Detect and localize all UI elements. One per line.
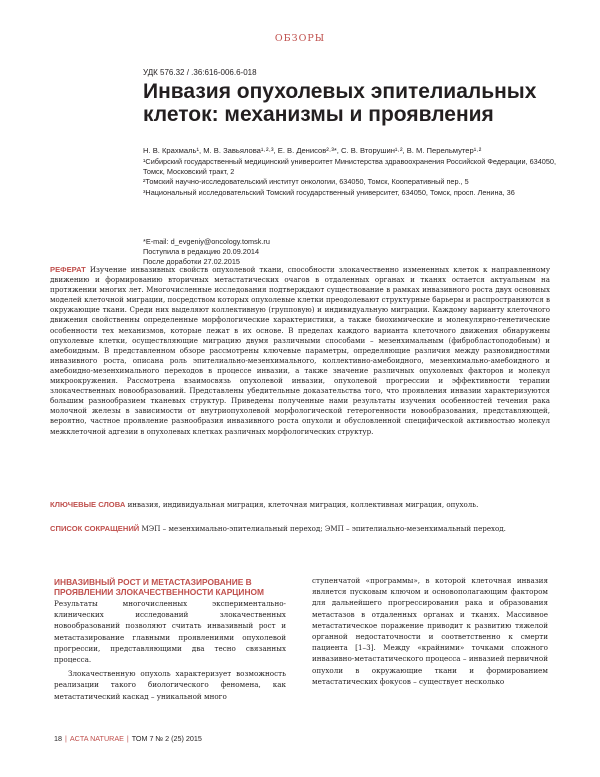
abbreviations-text: МЭП – мезенхимально-эпителиальный переход; ЭМП – эпителиально-мезенхимальный переход.: [141, 524, 506, 533]
affiliation-item: ¹Сибирский государственный медицинский университет Министерства здравоохранения Российской Федерации, 634050, Томск, Московский тракт, 2: [143, 157, 556, 177]
abstract: [50, 265, 550, 437]
body-column-left: [54, 598, 286, 701]
abbreviations-label: СПИСОК СОКРАЩЕНИЙ: [50, 524, 140, 533]
affiliation-item: ³Национальный исследовательский Томский государственный университет, 634050, Томск, просп. Ленина, 36: [143, 187, 515, 197]
correspondence: [143, 237, 563, 268]
keywords-text: инвазия, индивидуальная миграция, клеточная миграция, коллективная миграция, опухоль.: [127, 500, 479, 509]
keywords-label: КЛЮЧЕВЫЕ СЛОВА: [50, 500, 126, 509]
keywords: [50, 500, 550, 510]
email-link[interactable]: *E-mail: d_evgeniy@oncology.tomsk.ru: [143, 237, 270, 246]
affiliation-item: ²Томский научно-исследовательский институт онкологии, 634050, Томск, Кооперативный пер., 5: [143, 177, 469, 187]
abstract-label: РЕФЕРАТ: [50, 265, 86, 274]
udk-code: УДК 576.32 / .36:616-006.6-018: [143, 68, 257, 77]
body-column-right: [312, 575, 548, 727]
revised-date: После доработки 27.02.2015: [143, 257, 240, 267]
authors-line: Н. В. Крахмаль¹, М. В. Завьялова¹·²·³, Е. В. Денисов²·³*, С. В. Вторушин¹·², В. М. Перельмутер¹·²: [143, 146, 482, 155]
article-title: Инвазия опухолевых эпителиальных клеток: механизмы и проявления: [143, 80, 537, 126]
section-heading: ИНВАЗИВНЫЙ РОСТ И МЕТАСТАЗИРОВАНИЕ В ПРОЯВЛЕНИИ ЗЛОКАЧЕСТВЕННОСТИ КАРЦИНОМ: [54, 577, 264, 597]
section-label: ОБЗОРЫ: [274, 33, 326, 44]
abbreviations: [50, 524, 550, 534]
body-paragraph: Злокачественную опухоль характеризует возможность реализации такого биологического феномена, как метастатический каскад – уникальной много: [54, 669, 286, 701]
affiliations: [143, 157, 563, 198]
journal-name: ACTA NATURAE: [69, 734, 124, 743]
body-paragraph: Результаты многочисленных экспериментально-клинических исследований злокачественных новообразований позволяют считать инвазивный рост и метастазирование главными проявлениями опухолевой прогрессии, представляющими два тесно связанных процесса.: [54, 599, 286, 665]
page-footer: 18 | ACTA NATURAE | ТОМ 7 № 2 (25) 2015: [54, 734, 202, 743]
journal-volume: ТОМ 7 № 2 (25) 2015: [131, 734, 202, 743]
received-date: Поступила в редакцию 20.09.2014: [143, 247, 260, 257]
abstract-text: Изучение инвазивных свойств опухолевой ткани, способности злокачественно измененных клеток к направленному движению и формированию вторичных метастатических очагов в отдаленных органах и тканях остается актуальным на протяжении многих лет. Многочисленные исследования подтверждают существование в рамках инвазивного роста двух основных моделей клеточной миграции, посредством которых опухолевые клетки преодолевают структурные барьеры и распространяются в окружающие ткани. Среди них выделяют коллективную (групповую) и индивидуальную миграции. Каждому варианту клеточного движения свойственны определенные морфологические характеристики, а также биохимические и молекулярно-генетические особенности тех механизмов, которые лежат в их основе. В пределах каждого варианта клеточного движения обнаружены опухолевые клетки, осуществляющие миграцию двумя различными способами – мезенхимальным (фибробластоподобным) и амебоидным. В представленном обзоре рассмотрены ключевые параметры, определяющие различия между разновидностями инвазивного роста, описана роль эпителиально-мезенхимального, коллективно-амебоидного, мезенхимально-амебоидного и амебоидно-мезенхимального переходов в процессе инвазии, а также значение различных опухолевых факторов и молекул микроокружения. Рассмотрена взаимосвязь опухолевой инвазии, опухолевой прогрессии и эффективности терапии злокачественных новообразований. Представлены убедительные доказательства того, что проявления инвазии характеризуются большим разнообразием тканевых структур. Приведены полученные нами результаты изучения особенностей течения рака молочной железы в зависимости от внутриопухолевой морфологической гетерогенности новообразования, представляющей, вероятно, частное проявление разнообразия инвазивного роста опухоли и обусловленной специфической активностью молекул межклеточной адгезии в опухолевых клетках различных морфологических структур.: [50, 265, 550, 436]
body-paragraph-continued: ступенчатой «программы», в которой клеточная инвазия является пусковым ключом и основополагающим фактором для дальнейшего прогрессирования рака и образования метастазов в отдаленных органах и тканях. Массивное метастатическое поражение приводит к развитию тяжелой органной недостаточности и соответственно к смерти пациента [1–3]. Между «крайними» точками сложного инвазивно-метастатического процесса – инвазией первичной опухоли в окружающие ткани и формированием метастатических фокусов – существует несколько: [312, 576, 548, 686]
page-number: 18: [54, 734, 62, 743]
